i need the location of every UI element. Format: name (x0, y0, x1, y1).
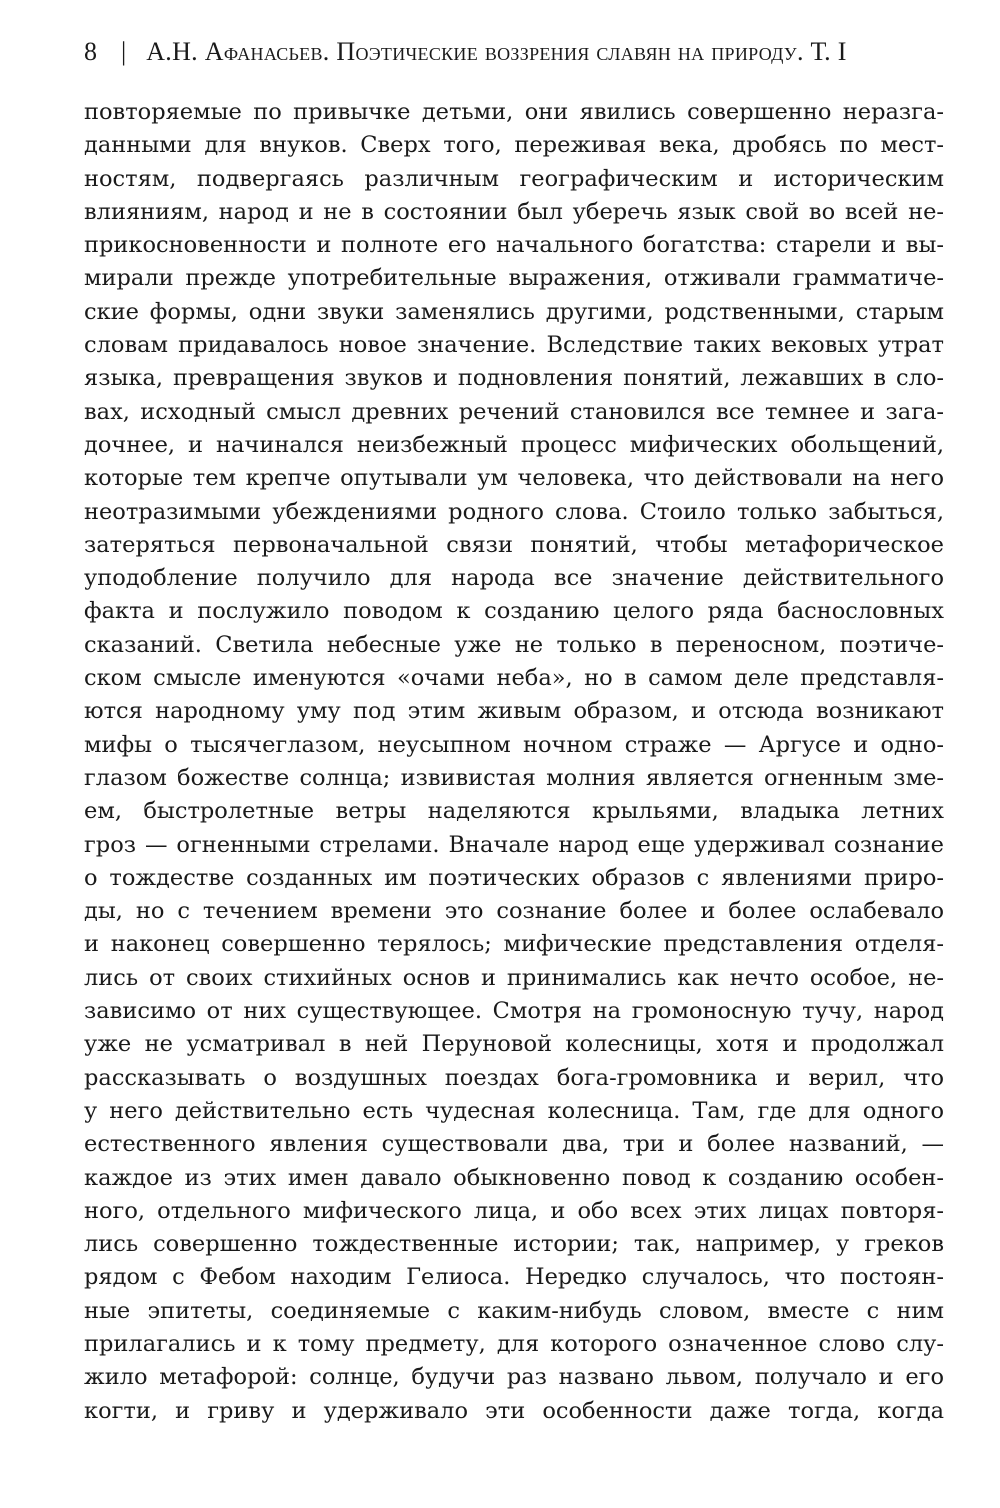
text-line: ные эпитеты, соединяемые с каким-нибудь словом, вместе с ним (84, 1297, 944, 1324)
text-line: лись совершенно тождественные истории; так, например, у греков (84, 1231, 944, 1258)
text-line: вах, исходный смысл древних речений становился все темнее и зага- (84, 398, 944, 425)
header-separator: | (121, 37, 127, 66)
text-line: о тождестве созданных им поэтических образов с явлениями приро- (84, 864, 944, 891)
text-line: ются народному уму под этим живым образом, и отсюда возникают (84, 698, 944, 725)
text-line: сказаний. Светила небесные уже не только в переносном, поэтиче- (84, 631, 944, 658)
text-line: жило метафорой: солнце, будучи раз названо львом, получало и его (84, 1364, 944, 1391)
text-line: ного, отдельного мифического лица, и обо всех этих лицах повторя- (84, 1197, 944, 1224)
text-line: зависимо от них существующее. Смотря на громоносную тучу, народ (84, 998, 944, 1025)
text-line: языка, превращения звуков и подновления понятий, лежавших в сло- (84, 365, 944, 392)
text-line: ском смысле именуются «очами неба», но в самом деле представля- (84, 665, 944, 692)
running-header (84, 30, 944, 74)
text-line: мифы о тысячеглазом, неусыпном ночном страже — Аргусе и одно- (84, 731, 944, 758)
running-head-title: А.Н. Афанасьев. Поэтические воззрения славян на природу. Т. I (146, 37, 847, 66)
text-line: дочнее, и начинался неизбежный процесс мифических обольщений, (84, 431, 944, 458)
text-line: у него действительно есть чудесная колесница. Там, где для одного (84, 1097, 944, 1124)
text-line: естественного явления существовали два, три и более названий, — (84, 1131, 944, 1158)
text-line: уже не усматривал в ней Перуновой колесницы, хотя и продолжал (84, 1031, 944, 1058)
text-line: затеряться первоначальной связи понятий, чтобы метафорическое (84, 531, 944, 558)
text-line: прикосновенности и полноте его начального богатства: старели и вы- (84, 232, 944, 259)
text-line: словам придавалось новое значение. Вследствие таких вековых утрат (84, 332, 944, 359)
text-line: каждое из этих имен давало обыкновенно повод к созданию особен- (84, 1164, 944, 1191)
text-line: прилагались и к тому предмету, для которого означенное слово слу- (84, 1330, 944, 1357)
text-line: мирали прежде употребительные выражения, отживали грамматиче- (84, 265, 944, 292)
text-line: факта и послужило поводом к созданию целого ряда баснословных (84, 598, 944, 625)
text-line: гроз — огненными стрелами. Вначале народ еще удерживал сознание (84, 831, 944, 858)
page-number: 8 (84, 37, 97, 66)
text-line: которые тем крепче опутывали ум человека, что действовали на него (84, 465, 944, 492)
text-line: рассказывать о воздушных поездах бога-громовника и верил, что (84, 1064, 944, 1091)
text-line: данными для внуков. Сверх того, переживая века, дробясь по мест- (84, 132, 944, 159)
text-line: лись от своих стихийных основ и принимались как нечто особое, не- (84, 964, 944, 991)
text-line: ские формы, одни звуки заменялись другими, родственными, старым (84, 298, 944, 325)
text-line: повторяемые по привычке детьми, они явились совершенно неразга- (84, 99, 944, 125)
text-line: рядом с Фебом находим Гелиоса. Нередко случалось, что постоян- (84, 1264, 944, 1291)
text-line: влияниям, народ и не в состоянии был уберечь язык свой во всей не- (84, 198, 944, 225)
text-line: ем, быстролетные ветры наделяются крыльями, владыка летних (84, 798, 944, 825)
text-line: неотразимыми убеждениями родного слова. Стоило только забыться, (84, 498, 944, 525)
text-line: когти, и гриву и удерживало эти особенности даже тогда, когда (84, 1397, 944, 1424)
text-line: уподобление получило для народа все значение действительного (84, 565, 944, 592)
text-line: и наконец совершенно терялось; мифические представления отделя- (84, 931, 944, 958)
text-line: ностям, подвергаясь различным географическим и историческим (84, 165, 944, 192)
text-line: ды, но с течением времени это сознание более и более ослабевало (84, 898, 944, 925)
body-text (84, 96, 944, 1428)
text-line: глазом божестве солнца; извивистая молния является огненным зме- (84, 764, 944, 791)
